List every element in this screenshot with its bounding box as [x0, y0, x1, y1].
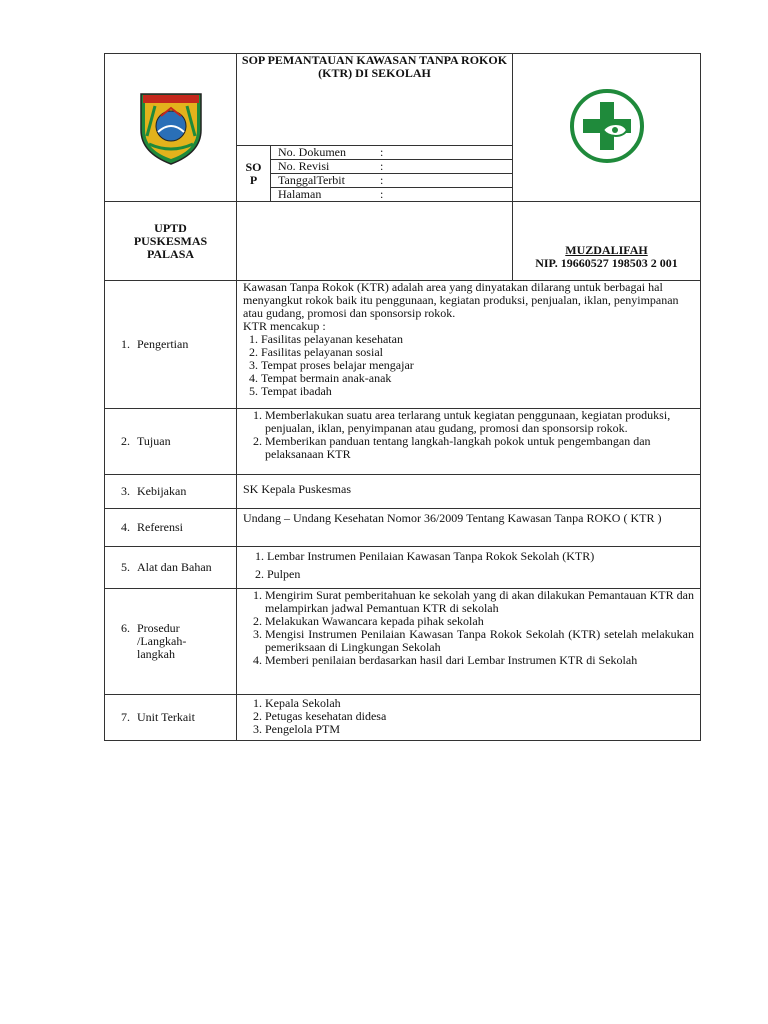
sop-label-line2: P [249, 172, 258, 187]
meta-sep: : [380, 145, 384, 159]
section-body-pengertian [237, 281, 701, 409]
section-label-prosedur: 6. Prosedur /Langkah- langkah [105, 589, 237, 695]
organization-cell [105, 202, 237, 281]
list-item: 5. Tempat ibadah [261, 385, 694, 398]
list-item: 4. Tempat bermain anak-anak [261, 372, 694, 385]
list-item: 3. Tempat proses belajar mengajar [261, 359, 694, 372]
section-body-unit-terkait [237, 695, 701, 741]
sop-label-cell [237, 146, 271, 202]
health-logo-cell [513, 54, 701, 202]
meta-key: TanggalTerbit [278, 173, 345, 187]
blank-cell [237, 202, 513, 281]
section-label-unit-terkait: 7. Unit Terkait [105, 695, 237, 741]
policy-text: SK Kepala Puskesmas [243, 482, 351, 496]
list-item: 2. Memberikan panduan tentang langkah-langkah pokok untuk pengembangan dan pelaksanaan KTR [265, 435, 694, 461]
meta-sep: : [380, 173, 384, 187]
list-item: 1. Mengirim Surat pemberitahuan ke sekolah yang di akan dilakukan Pemantauan KTR dan melampirkan jadwal Pemantuan KTR di sekolah [265, 589, 694, 615]
regency-crest-logo [131, 86, 211, 166]
org-line3: PALASA [146, 246, 195, 261]
meta-row-revision [271, 160, 513, 174]
list-item: 1. Kepala Sekolah [265, 697, 694, 710]
section-label-pengertian: 1. Pengertian [105, 281, 237, 409]
list-item: 1. Memberlakukan suatu area terlarang untuk kegiatan penggunaan, kegiatan produksi, penjualan, iklan, penyimpanan atau gudang, promosi dan sponsorsip rokok. [265, 409, 694, 435]
list-item: 2. Melakukan Wawancara kepada pihak sekolah [265, 615, 694, 628]
section-body-referensi [237, 509, 701, 547]
list-item: 2. Petugas kesehatan didesa [265, 710, 694, 723]
list-item: 3. Pengelola PTM [265, 723, 694, 736]
section-body-alat-bahan [237, 547, 701, 589]
meta-sep: : [380, 159, 384, 173]
meta-key: No. Dokumen [278, 145, 346, 159]
org-line1: UPTD [154, 220, 187, 235]
ktr-scope-text: KTR mencakup : [243, 319, 326, 333]
list-item: 1. Fasilitas pelayanan kesehatan [261, 333, 694, 346]
meta-sep: : [380, 187, 384, 201]
section-body-kebijakan [237, 475, 701, 509]
document-title: SOP PEMANTAUAN KAWASAN TANPA ROKOK (KTR) DI SEKOLAH [241, 53, 508, 80]
sop-label-line1: SO [245, 159, 262, 174]
list-item: 4. Memberi penilaian berdasarkan hasil dari Lembar Instrumen KTR di Sekolah [265, 654, 694, 667]
signer-nip: NIP. 19660527 198503 2 001 [535, 256, 678, 270]
section-label-kebijakan: 3. Kebijakan [105, 475, 237, 509]
reference-text: Undang – Undang Kesehatan Nomor 36/2009 Tentang Kawasan Tanpa ROKO ( KTR ) [243, 511, 662, 525]
section-body-prosedur [237, 589, 701, 695]
regency-crest-cell [105, 54, 237, 202]
signer-name: MUZDALIFAH [565, 243, 648, 257]
section-label-referensi: 4. Referensi [105, 509, 237, 547]
sop-table [104, 53, 701, 741]
meta-row-page [271, 188, 513, 202]
meta-row-document-number [271, 146, 513, 160]
meta-key: No. Revisi [278, 159, 330, 173]
list-item: 2. Fasilitas pelayanan sosial [261, 346, 694, 359]
definition-text: Kawasan Tanpa Rokok (KTR) adalah area yang dinyatakan dilarang untuk berbagai hal menyangkut rokok baik itu penggunaan, kegiatan produksi, penjualan, iklan, penyimpanan atau gudang, promosi dan sponsorsip rokok. [243, 280, 679, 320]
puskesmas-logo [567, 86, 647, 166]
document-title-cell [237, 54, 513, 146]
section-label-tujuan: 2. Tujuan [105, 409, 237, 475]
meta-key: Halaman [278, 187, 322, 201]
signature-cell [513, 202, 701, 281]
section-label-alat-bahan: 5. Alat dan Bahan [105, 547, 237, 589]
list-item: 3. Mengisi Instrumen Penilaian Kawasan Tanpa Rokok Sekolah (KTR) setelah melakukan pemeriksaan di Lingkungan Sekolah [265, 628, 694, 654]
section-body-tujuan [237, 409, 701, 475]
meta-row-issue-date [271, 174, 513, 188]
list-item: 1. Lembar Instrumen Penilaian Kawasan Tanpa Rokok Sekolah (KTR) [267, 547, 694, 565]
list-item: 2. Pulpen [267, 565, 694, 583]
org-line2: PUSKESMAS [133, 233, 208, 248]
